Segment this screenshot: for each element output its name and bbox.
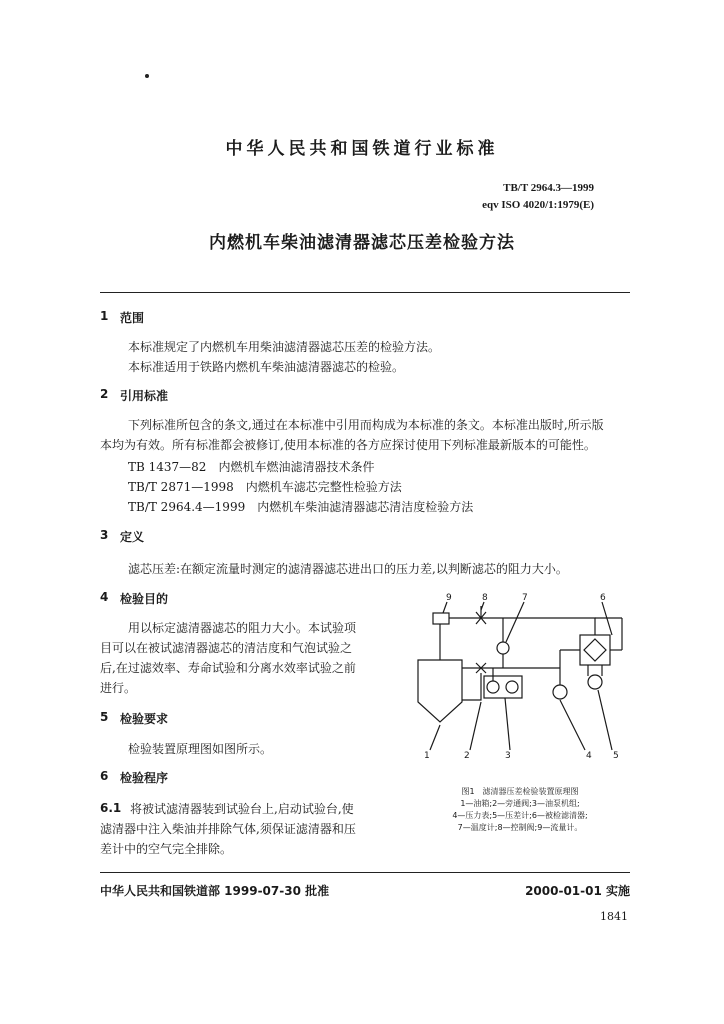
- figure-label: 3: [505, 751, 511, 761]
- differential-gauge-shape: [588, 675, 602, 689]
- section-5-heading: 检验要求: [120, 712, 169, 726]
- section-1-number: 1: [100, 309, 109, 323]
- pressure-gauge-shape: [553, 685, 567, 699]
- thermometer-shape: [497, 642, 509, 654]
- section-1-heading: 范围: [120, 311, 145, 325]
- reference-item: TB 1437—82 内燃机车燃油滤清器技术条件: [128, 460, 375, 474]
- section-2-paragraph-line-2: 本均为有效。所有标准都会被修订,使用本标准的各方应探讨使用下列标准最新版本的可能性。: [100, 438, 596, 452]
- section-4-heading: 检验目的: [120, 592, 169, 606]
- figure-label: 1: [424, 751, 430, 761]
- section-5-number: 5: [100, 710, 109, 724]
- oil-tank-shape: [418, 660, 462, 722]
- section-6-line: 将被试滤清器装到试验台上,启动试验台,使: [130, 802, 354, 816]
- section-6-line: 滤清器中注入柴油并排除气体,须保证滤清器和压: [100, 822, 356, 836]
- standard-number: TB/T 2964.3—1999: [503, 182, 594, 194]
- section-3-heading: 定义: [120, 530, 145, 544]
- page-number: 1841: [600, 910, 628, 923]
- footer-divider: [100, 872, 630, 873]
- section-3-number: 3: [100, 528, 109, 542]
- section-2-number: 2: [100, 387, 109, 401]
- standard-codes: [482, 180, 594, 214]
- figure-legend-line: 4—压力表;5—压差计;6—被检滤清器;: [452, 811, 588, 820]
- section-6-heading: 检验程序: [120, 771, 169, 785]
- organization-title: 中华人民共和国铁道行业标准: [225, 139, 499, 159]
- standard-equivalent: eqv ISO 4020/1:1979(E): [482, 199, 594, 211]
- section-2-paragraph-line-1: 下列标准所包含的条文,通过在本标准中引用而构成为本标准的条文。本标准出版时,所示版: [128, 418, 604, 432]
- section-4-number: 4: [100, 590, 109, 604]
- figure-legend-line: 7—温度计;8—控制阀;9—流量计。: [457, 823, 583, 832]
- figure-caption: [405, 786, 635, 834]
- test-rig-schematic: [400, 590, 635, 765]
- motor-shape: [506, 681, 518, 693]
- figure-label: 7: [522, 593, 528, 603]
- figure-label: 9: [446, 593, 452, 603]
- section-6-line: 差计中的空气完全排除。: [100, 842, 233, 856]
- header-divider: [100, 292, 630, 293]
- approval-line: 中华人民共和国铁道部 1999-07-30 批准: [100, 884, 330, 898]
- reference-item: TB/T 2964.4—1999 内燃机车柴油滤清器滤芯清洁度检验方法: [128, 500, 474, 514]
- pump-shape: [487, 681, 499, 693]
- document-title: 内燃机车柴油滤清器滤芯压差检验方法: [209, 233, 515, 253]
- section-3-definition: 滤芯压差:在额定流量时测定的滤清器滤芯进出口的压力差,以判断滤芯的阻力大小。: [128, 562, 568, 576]
- reference-item: TB/T 2871—1998 内燃机车滤芯完整性检验方法: [128, 480, 402, 494]
- section-1-paragraph-1: 本标准规定了内燃机车用柴油滤清器滤芯压差的检验方法。: [128, 340, 441, 354]
- section-1-paragraph-2: 本标准适用于铁路内燃机车柴油滤清器滤芯的检验。: [128, 360, 405, 374]
- section-4-line: 后,在过滤效率、寿命试验和分离水效率试验之前: [100, 661, 356, 675]
- section-4-line: 用以标定滤清器滤芯的阻力大小。本试验项: [128, 621, 357, 635]
- figure-label: 6: [600, 593, 606, 603]
- figure-label: 8: [482, 593, 488, 603]
- scan-speck: [145, 74, 149, 78]
- section-5-paragraph: 检验装置原理图如图所示。: [128, 742, 273, 756]
- figure-label: 5: [613, 751, 619, 761]
- flowmeter-shape: [433, 613, 449, 624]
- figure-legend-line: 1—油箱;2—旁通阀;3—油泵机组;: [460, 799, 580, 808]
- effective-date: 2000-01-01 实施: [525, 884, 630, 898]
- section-4-line: 进行。: [100, 681, 137, 695]
- section-2-heading: 引用标准: [120, 389, 169, 403]
- figure-label: 4: [586, 751, 592, 761]
- section-6-number: 6: [100, 769, 109, 783]
- figure-caption-title: 图1 滤清器压差检验装置原理图: [461, 787, 579, 796]
- figure-label: 2: [464, 751, 470, 761]
- clause-6-1-number: 6.1: [100, 801, 122, 815]
- section-4-line: 目可以在被试滤清器滤芯的清洁度和气泡试验之: [100, 641, 353, 655]
